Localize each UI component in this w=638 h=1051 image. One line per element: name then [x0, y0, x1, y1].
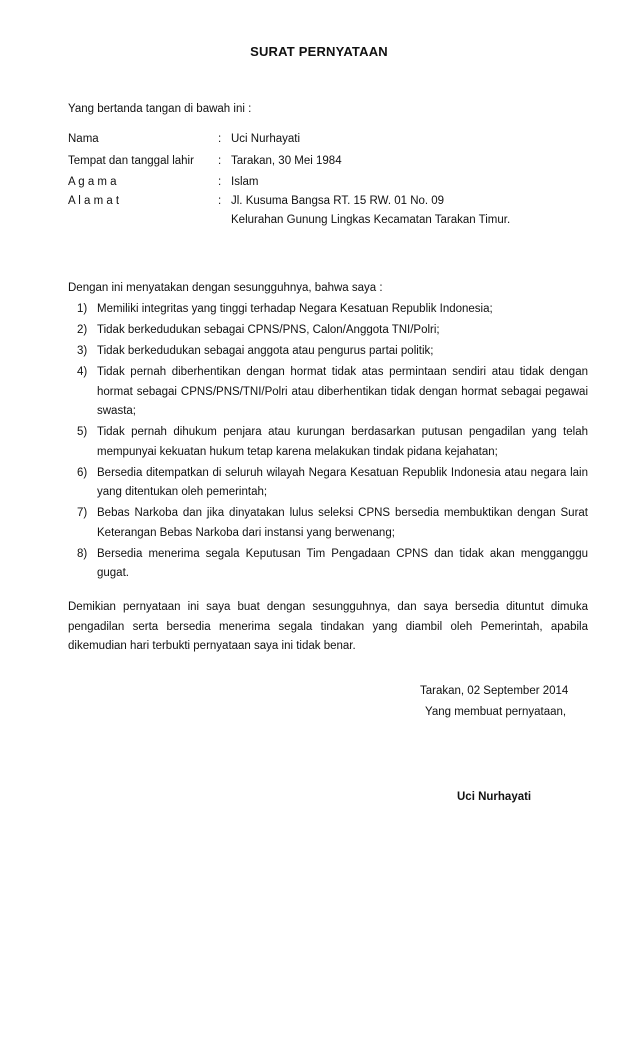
list-item-number: 2): [77, 324, 88, 336]
list-item: [68, 300, 588, 320]
list-item: [68, 423, 588, 462]
list-item-number: 5): [77, 426, 88, 438]
list-item-text: Bebas Narkoba dan jika dinyatakan lulus seleksi CPNS bersedia membuktikan dengan Surat Keterangan Bebas Narkoba dari instansi yang berwenang;: [97, 507, 588, 539]
identity-row-address-cont: [68, 214, 608, 230]
list-item: [68, 363, 588, 422]
identity-label: Nama: [68, 133, 99, 145]
list-item-number: 3): [77, 345, 88, 357]
list-item-text: Tidak berkedudukan sebagai anggota atau pengurus partai politik;: [97, 345, 434, 357]
list-item-text: Bersedia menerima segala Keputusan Tim Pengadaan CPNS dan tidak akan mengganggu gugat.: [97, 547, 588, 579]
list-item: [68, 545, 588, 584]
list-item: [68, 504, 588, 543]
identity-row-birth: [68, 155, 608, 171]
list-item-number: 4): [77, 366, 88, 378]
identity-colon: :: [218, 195, 222, 207]
identity-colon: :: [218, 176, 222, 188]
list-item-text: Tidak pernah diberhentikan dengan hormat tidak atas permintaan sendiri atau tidak dengan hormat sebagai CPNS/PNS/TNI/Polri atau diberhentikan tidak dengan hormat sebagai pegawai swasta;: [97, 366, 588, 417]
list-item-number: 8): [77, 547, 88, 560]
identity-value: Islam: [231, 176, 259, 188]
identity-label: A l a m a t: [68, 195, 120, 207]
list-item-number: 6): [77, 466, 88, 479]
list-item-number: 7): [77, 507, 88, 519]
signer-name: Uci Nurhayati: [457, 791, 532, 803]
address-line2: Kelurahan Gunung Lingkas Kecamatan Tarakan Timur.: [231, 214, 511, 226]
statement-list: [68, 300, 588, 585]
identity-label: A g a m a: [68, 176, 117, 188]
maker-label: Yang membuat pernyataan,: [425, 706, 567, 718]
document-title: SURAT PERNYATAAN: [250, 44, 388, 59]
list-item: [68, 464, 588, 503]
closing-paragraph: Demikian pernyataan ini saya buat dengan sesungguhnya, dan saya bersedia dituntut dimuka pengadilan serta bersedia menerima segala tindakan yang diambil oleh Pemerintah, apabila dikemudian hari terbukti pernyataan saya ini tidak benar.: [68, 601, 588, 652]
list-item-text: Tidak pernah dihukum penjara atau kurungan berdasarkan putusan pengadilan yang telah mempunyai kekuatan hukum tetap karena melakukan tindak pidana kejahatan;: [97, 426, 588, 458]
identity-row-name: [68, 133, 608, 149]
list-item-text: Memiliki integritas yang tinggi terhadap Negara Kesatuan Republik Indonesia;: [97, 303, 493, 315]
list-item-number: 1): [77, 303, 88, 315]
identity-row-address: [68, 195, 608, 211]
list-item-text: Tidak berkedudukan sebagai CPNS/PNS, Calon/Anggota TNI/Polri;: [97, 324, 440, 336]
intro-text: Yang bertanda tangan di bawah ini :: [68, 103, 252, 115]
identity-label: Tempat dan tanggal lahir: [68, 155, 194, 167]
list-item: [68, 342, 588, 362]
identity-value: Tarakan, 30 Mei 1984: [231, 155, 342, 167]
list-item-text: Bersedia ditempatkan di seluruh wilayah Negara Kesatuan Republik Indonesia atau negara lain yang ditentukan oleh pemerintah;: [97, 466, 588, 498]
place-date: Tarakan, 02 September 2014: [420, 685, 569, 697]
identity-row-religion: [68, 176, 608, 192]
identity-colon: :: [218, 133, 222, 145]
identity-colon: :: [218, 155, 222, 167]
identity-value: Jl. Kusuma Bangsa RT. 15 RW. 01 No. 09: [231, 195, 445, 207]
statement-lead: Dengan ini menyatakan dengan sesungguhnya, bahwa saya :: [68, 282, 383, 294]
identity-value: Uci Nurhayati: [231, 133, 301, 145]
list-item: [68, 321, 588, 341]
